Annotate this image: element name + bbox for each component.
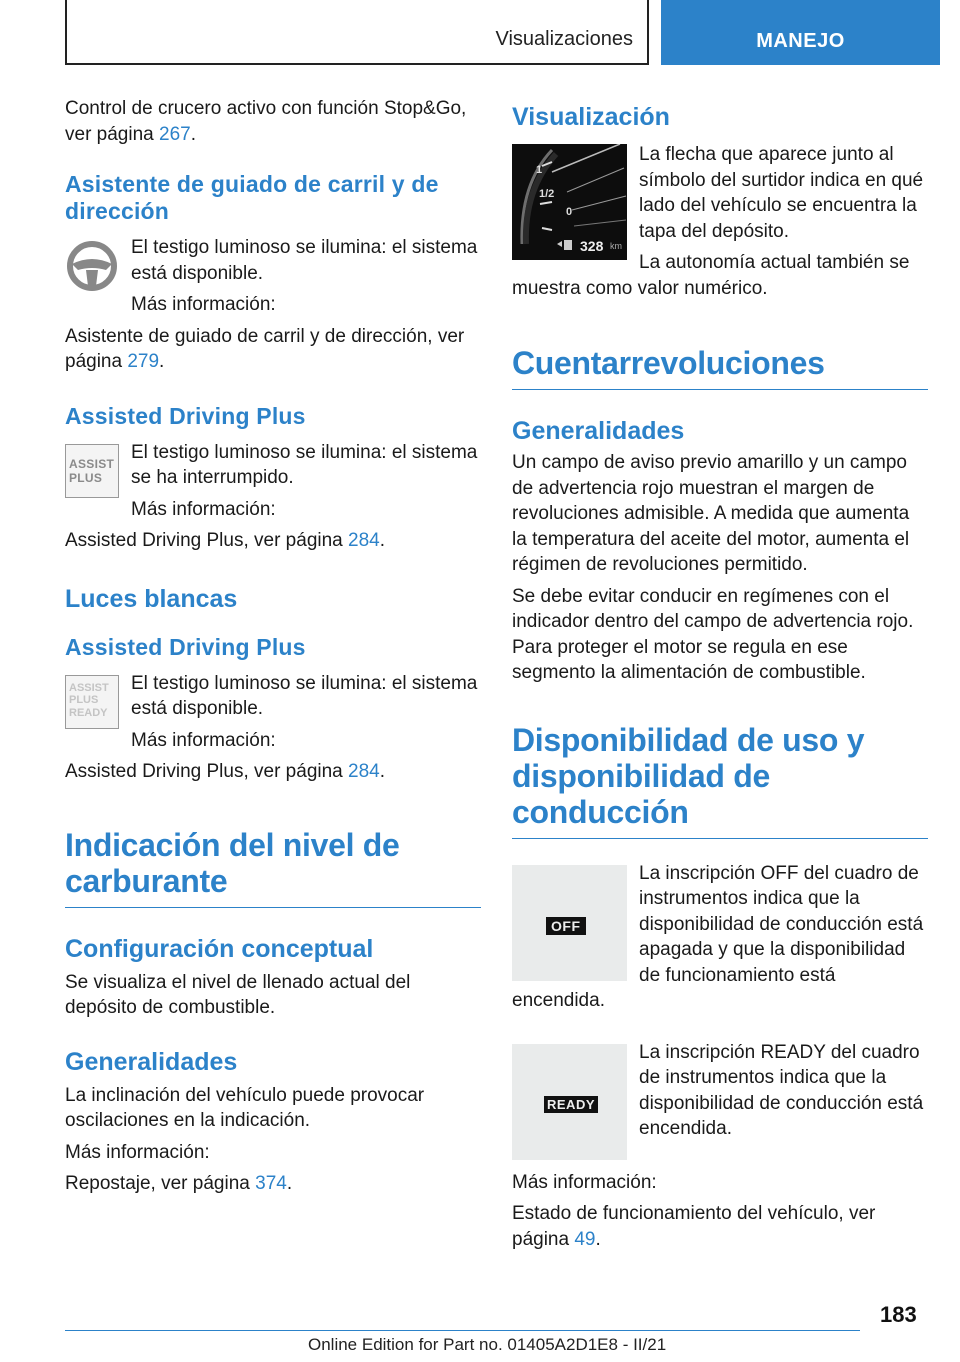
right-column	[512, 96, 928, 1258]
assist-plus-ready-icon: ASSIST PLUS READY	[65, 675, 119, 729]
adp-item-1	[65, 440, 481, 529]
page-number: 183	[880, 1302, 917, 1327]
footer-edition: Online Edition for Part no. 01405A2D1E8 - II/21	[308, 1335, 667, 1354]
lane-assist-heading: Asistente de guiado de carril y de dirección	[65, 171, 439, 224]
gauge-range-value: 328	[580, 238, 604, 254]
adp-status-2: El testigo luminoso se ilumina: el sistema está disponible.	[131, 672, 478, 719]
ready-item	[512, 1040, 928, 1160]
fuel-level-title: Indicación del nivel de carburante	[65, 827, 481, 908]
left-column	[65, 96, 481, 1203]
page-link-284-a[interactable]: 284	[348, 530, 380, 551]
page-link-284-b[interactable]: 284	[348, 761, 380, 782]
fuel-gauge-image	[512, 144, 627, 260]
steering-wheel-icon	[65, 239, 119, 293]
header-box	[65, 0, 649, 65]
adp-reference-2: Assisted Driving Plus, ver página 284.	[65, 761, 385, 782]
adp-heading-1: Assisted Driving Plus	[65, 402, 306, 429]
lane-assist-more: Más información:	[131, 294, 276, 315]
concept-text: Se visualiza el nivel de llenado actual del depósito de combustible.	[65, 971, 411, 1018]
acc-reference: Control de crucero activo con función Stop&Go, ver página 267.	[65, 98, 467, 145]
off-text: La inscripción OFF del cuadro de instrumentos indica que la disponibilidad de conducción está apagada y que la disponibilidad de funcionamiento está encendida.	[512, 862, 924, 1011]
assist-plus-icon: ASSIST PLUS	[65, 444, 119, 498]
page-link-49[interactable]: 49	[574, 1228, 596, 1250]
gauge-label-full: 1	[536, 164, 543, 176]
white-lights-heading: Luces blancas	[65, 584, 238, 613]
concept-heading: Configuración conceptual	[65, 934, 374, 963]
footer-divider	[65, 1330, 860, 1331]
page-link-374[interactable]: 374	[255, 1173, 287, 1194]
lane-assist-status: El testigo luminoso se ilumina: el sistema está disponible.	[131, 237, 478, 284]
tachometer-title: Cuentarrevoluciones	[512, 345, 928, 390]
display-heading: Visualización	[512, 103, 670, 131]
tach-text-2: Se debe evitar conducir en regímenes con el indicador dentro del campo de advertencia rojo. Para proteger el motor se regula en ese segmento la alimentación de combustible.	[512, 585, 914, 683]
fuel-arrow-text: La flecha que aparece junto al símbolo del surtidor indica en qué lado del vehículo se encuentra la tapa del depósito.	[639, 144, 924, 242]
adp-reference-1: Assisted Driving Plus, ver página 284.	[65, 530, 385, 551]
page-link-267[interactable]: 267	[159, 123, 191, 145]
adp-status-1: El testigo luminoso se ilumina: el sistema se ha interrumpido.	[131, 441, 478, 488]
fuel-general-heading: Generalidades	[65, 1047, 238, 1076]
availability-title: Disponibilidad de uso y disponibilidad de conducción	[512, 722, 928, 839]
gauge-label-half: 1/2	[539, 188, 555, 200]
adp-more-1: Más información:	[131, 498, 276, 520]
page-link-279[interactable]: 279	[127, 351, 160, 372]
ready-indicator-image	[512, 1044, 627, 1160]
section-title: Visualizaciones	[495, 28, 633, 50]
gauge-range-unit: km	[610, 241, 622, 251]
off-label: OFF	[546, 917, 586, 935]
availability-more: Más información:	[512, 1171, 657, 1193]
adp-heading-2: Assisted Driving Plus	[65, 633, 306, 660]
ready-label: READY	[544, 1096, 598, 1113]
adp-item-2	[65, 671, 481, 760]
tach-general-heading: Generalidades	[512, 417, 685, 445]
fuel-reference: Repostaje, ver página 374.	[65, 1173, 293, 1194]
gauge-label-empty: 0	[566, 206, 573, 218]
lane-assist-item	[65, 235, 481, 324]
tach-text-1: Un campo de aviso previo amarillo y un campo de advertencia rojo muestran el margen de revoluciones admisible. A medida que aumenta la temperatura del aceite del motor, aumenta el régimen de revoluciones permitido.	[512, 452, 910, 575]
lane-assist-reference: Asistente de guiado de carril y de dirección, ver página 279.	[65, 325, 465, 372]
fuel-gauge-item	[512, 142, 928, 307]
off-item	[512, 861, 928, 1020]
ready-text: La inscripción READY del cuadro de instrumentos indica que la disponibilidad de conducción está encendida.	[639, 1041, 924, 1139]
fuel-range-text: La autonomía actual también se muestra como valor numérico.	[512, 252, 910, 299]
chapter-tab[interactable]: MANEJO	[661, 0, 940, 65]
off-indicator-image	[512, 865, 627, 981]
availability-reference: Estado de funcionamiento del vehículo, ver página 49.	[512, 1203, 876, 1250]
fuel-general-text: La inclinación del vehículo puede provocar oscilaciones en la indicación.	[65, 1084, 425, 1131]
fuel-more: Más información:	[65, 1141, 210, 1163]
adp-more-2: Más información:	[131, 729, 276, 751]
